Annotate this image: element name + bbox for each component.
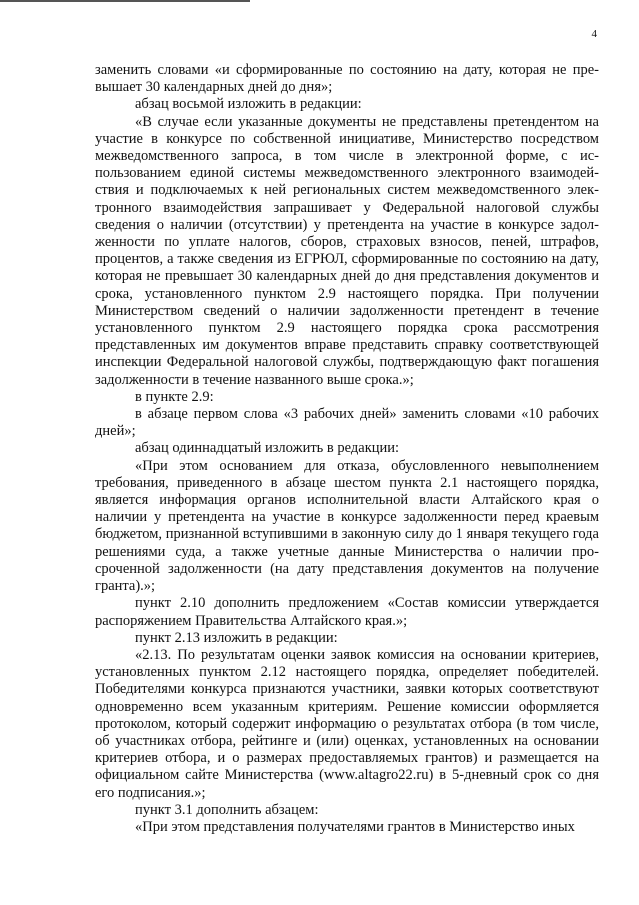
paragraph: «При этом основанием для отказа, обусловленного невыполнением требования, приведенного в абзаце шестом пункта 2.1 настоящего порядка, является информация органов исполнительной власти Алтайского края о наличии у претендента на участие в конкурсе задолженности перед краевым бюджетом, признанной вступившими в законную силу до 1 января текущего года решениями суда, а также учетные данные Министерства о наличии просроченной задолженности (на дату представления документов на получение гранта).»; bbox=[95, 457, 599, 595]
paragraph: «При этом представления получателями грантов в Министерство иных bbox=[135, 818, 575, 835]
page-number: 4 bbox=[591, 28, 597, 40]
paragraph: абзац восьмой изложить в редакции: bbox=[135, 96, 362, 113]
paragraph: пункт 2.13 изложить в редакции: bbox=[135, 629, 338, 646]
paragraph: пункт 2.10 дополнить предложением «Состав комиссии утверждается распоряжением Правительства Алтайского края.»; bbox=[95, 595, 599, 629]
paragraph: абзац одиннадцатый изложить в редакции: bbox=[135, 440, 400, 457]
paragraph: пункт 3.1 дополнить абзацем: bbox=[135, 801, 319, 818]
paragraph: «В случае если указанные документы не представлены претендентом на участие в конкурсе по собственной инициативе, Министерство посредством межведомственного запроса, в том числе в электронной форме, с использованием единой системы межведомственного электронного взаимодействия и подключаемых к ней региональных систем межведомственного электронного взаимодействия запрашивает у Федеральной налоговой службы сведения о наличии (отсутствии) у претендента на участие в конкурсе задолженности по уплате налогов, сборов, страховых взносов, пеней, штрафов, процентов, а также сведения из ЕГРЮЛ, сформированные по состоянию на дату, которая не превышает 30 календарных дней до дня представления документов и срока, установленного пунктом 2.9 настоящего порядка. При получении Министерством сведений о наличии задолженности претендент в течение установленного пунктом 2.9 настоящего порядка срока рассмотрения представленных им документов вправе представить справку соответствующей инспекции Федеральной налоговой службы, подтверждающую факт погашения задолженности в течение названного выше срока.»; bbox=[95, 113, 599, 388]
paragraph: «2.13. По результатам оценки заявок комиссия на основании критериев, установленных пунктом 2.12 настоящего порядка, определяет победителей. Победителями конкурса признаются участники, заявки которых соответствуют одновременно всем указанным критериям. Решение комиссии оформляется протоколом, который содержит информацию о результатах отбора (в том числе, об участниках отбора, рейтинге и (или) оценках, установленных на основании критериев отбора, и о размерах предоставляемых грантов) и размещается на официальном сайте Министерства (www.altagro22.ru) в 5-дневный срок со дня его подписания.»; bbox=[95, 646, 599, 801]
top-divider bbox=[0, 0, 250, 2]
paragraph: заменить словами «и сформированные по состоянию на дату, которая не превышает 30 календарных дней до дня»; bbox=[95, 62, 599, 96]
paragraph: в пункте 2.9: bbox=[135, 388, 214, 405]
paragraph: в абзаце первом слова «3 рабочих дней» заменить словами «10 рабочих дней»; bbox=[95, 406, 599, 440]
document-body bbox=[95, 62, 599, 836]
